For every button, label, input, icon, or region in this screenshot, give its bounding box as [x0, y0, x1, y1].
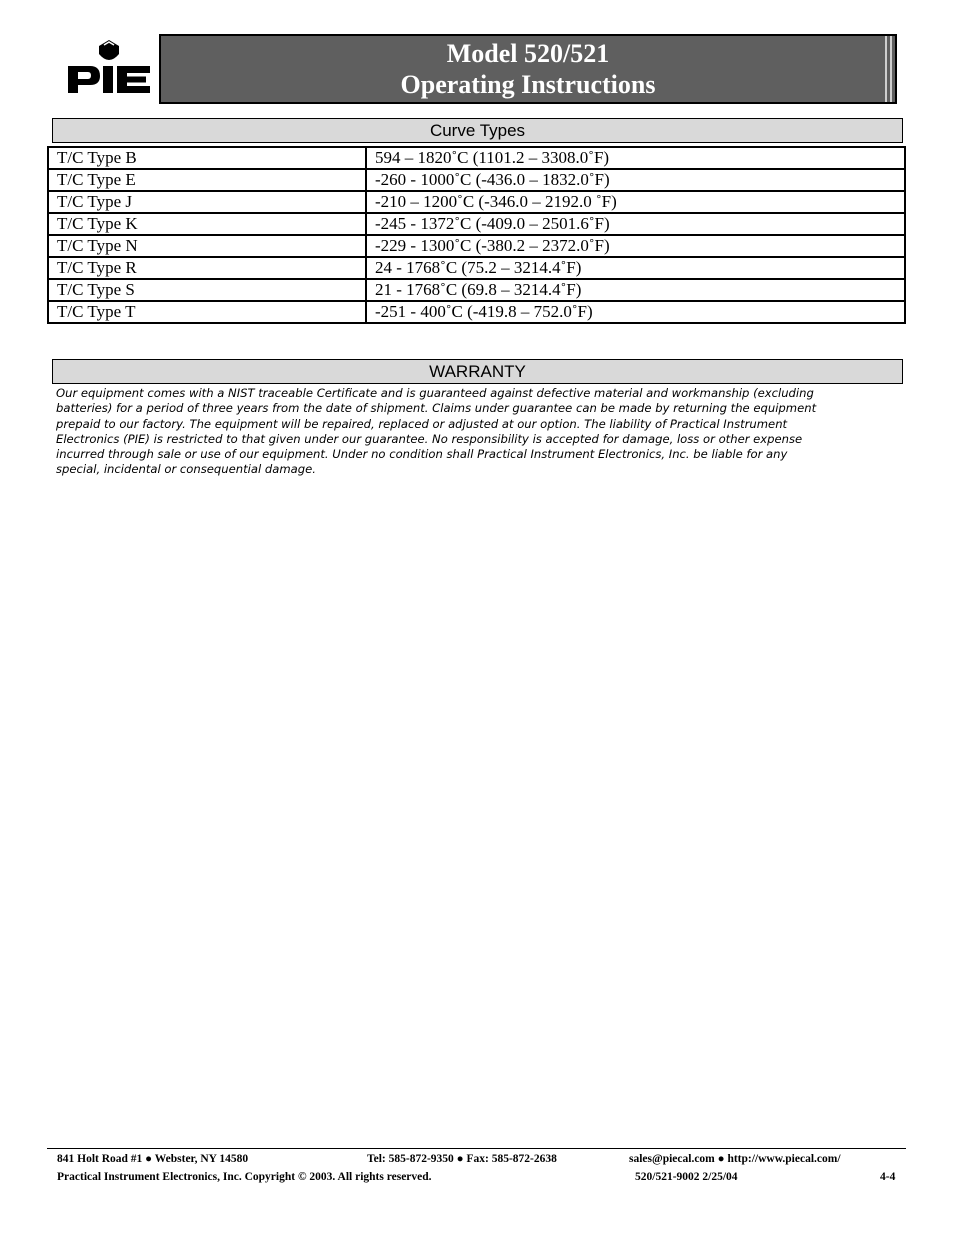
table-row: [48, 169, 905, 191]
table-row: [48, 213, 905, 235]
warranty-heading: WARRANTY: [52, 359, 903, 384]
warranty-line: Our equipment comes with a NIST traceable Certificate and is guaranteed against defective material and workmanship (excluding: [56, 386, 814, 400]
curve-type-cell: T/C Type S: [48, 279, 366, 301]
table-row: [48, 257, 905, 279]
banner-stripe: [885, 36, 887, 102]
title-line-2: Operating Instructions: [400, 70, 656, 99]
warranty-line: batteries) for a period of three years from the date of shipment. Claims under guarantee can be made by returning the equipment: [56, 401, 817, 416]
curve-range-cell: 21 - 1768˚C (69.8 – 3214.4˚F): [366, 279, 905, 301]
curve-type-cell: T/C Type R: [48, 257, 366, 279]
curve-range-cell: 24 - 1768˚C (75.2 – 3214.4˚F): [366, 257, 905, 279]
title-line-1: Model 520/521: [446, 39, 610, 68]
table-row: [48, 191, 905, 213]
curve-range-cell: -229 - 1300˚C (-380.2 – 2372.0˚F): [366, 235, 905, 257]
curve-range-cell: -260 - 1000˚C (-436.0 – 1832.0˚F): [366, 169, 905, 191]
footer-phone: Tel: 585-872-9350 ● Fax: 585-872-2638: [367, 1153, 557, 1165]
table-row: [48, 147, 905, 169]
footer-address: 841 Holt Road #1 ● Webster, NY 14580: [57, 1153, 249, 1165]
footer-copyright: Practical Instrument Electronics, Inc. Copyright © 2003. All rights reserved.: [57, 1171, 432, 1183]
warranty-line: prepaid to our factory. The equipment will be repaired, replaced or adjusted at our option. The liability of Practical Instrument: [56, 416, 788, 431]
curve-type-cell: T/C Type B: [48, 147, 366, 169]
curve-range-cell: -245 - 1372˚C (-409.0 – 2501.6˚F): [366, 213, 905, 235]
curve-type-cell: T/C Type K: [48, 213, 366, 235]
curve-types-heading: Curve Types: [52, 118, 903, 143]
curve-range-cell: -210 – 1200˚C (-346.0 – 2192.0 ˚F): [366, 191, 905, 213]
curve-type-cell: T/C Type T: [48, 301, 366, 323]
curve-type-cell: T/C Type N: [48, 235, 366, 257]
table-row: [48, 279, 905, 301]
curve-range-cell: -251 - 400˚C (-419.8 – 752.0˚F): [366, 301, 905, 323]
curve-type-cell: T/C Type E: [48, 169, 366, 191]
pie-logo-icon: [66, 40, 152, 98]
footer-page-number: 4-4: [880, 1171, 896, 1183]
document-title-banner: [159, 34, 897, 104]
table-row: [48, 301, 905, 323]
footer-divider: [47, 1148, 906, 1149]
curve-range-cell: 594 – 1820˚C (1101.2 – 3308.0˚F): [366, 147, 905, 169]
warranty-line: special, incidental or consequential damage.: [56, 462, 316, 477]
curve-type-cell: T/C Type J: [48, 191, 366, 213]
warranty-line: Electronics (PIE) is restricted to that given under our guarantee. No responsibility is accepted for damage, loss or other expense: [56, 431, 803, 446]
footer-contact: sales@piecal.com ● http://www.piecal.com/: [629, 1153, 841, 1165]
table-row: [48, 235, 905, 257]
banner-stripe: [890, 36, 892, 102]
curve-types-table: [47, 146, 906, 324]
footer-doc-number: 520/521-9002 2/25/04: [635, 1171, 738, 1183]
warranty-line: incurred through sale or use of our equipment. Under no condition shall Practical Instrument Electronics, Inc. be liable for any: [56, 447, 788, 462]
warranty-paragraph: [56, 386, 896, 478]
